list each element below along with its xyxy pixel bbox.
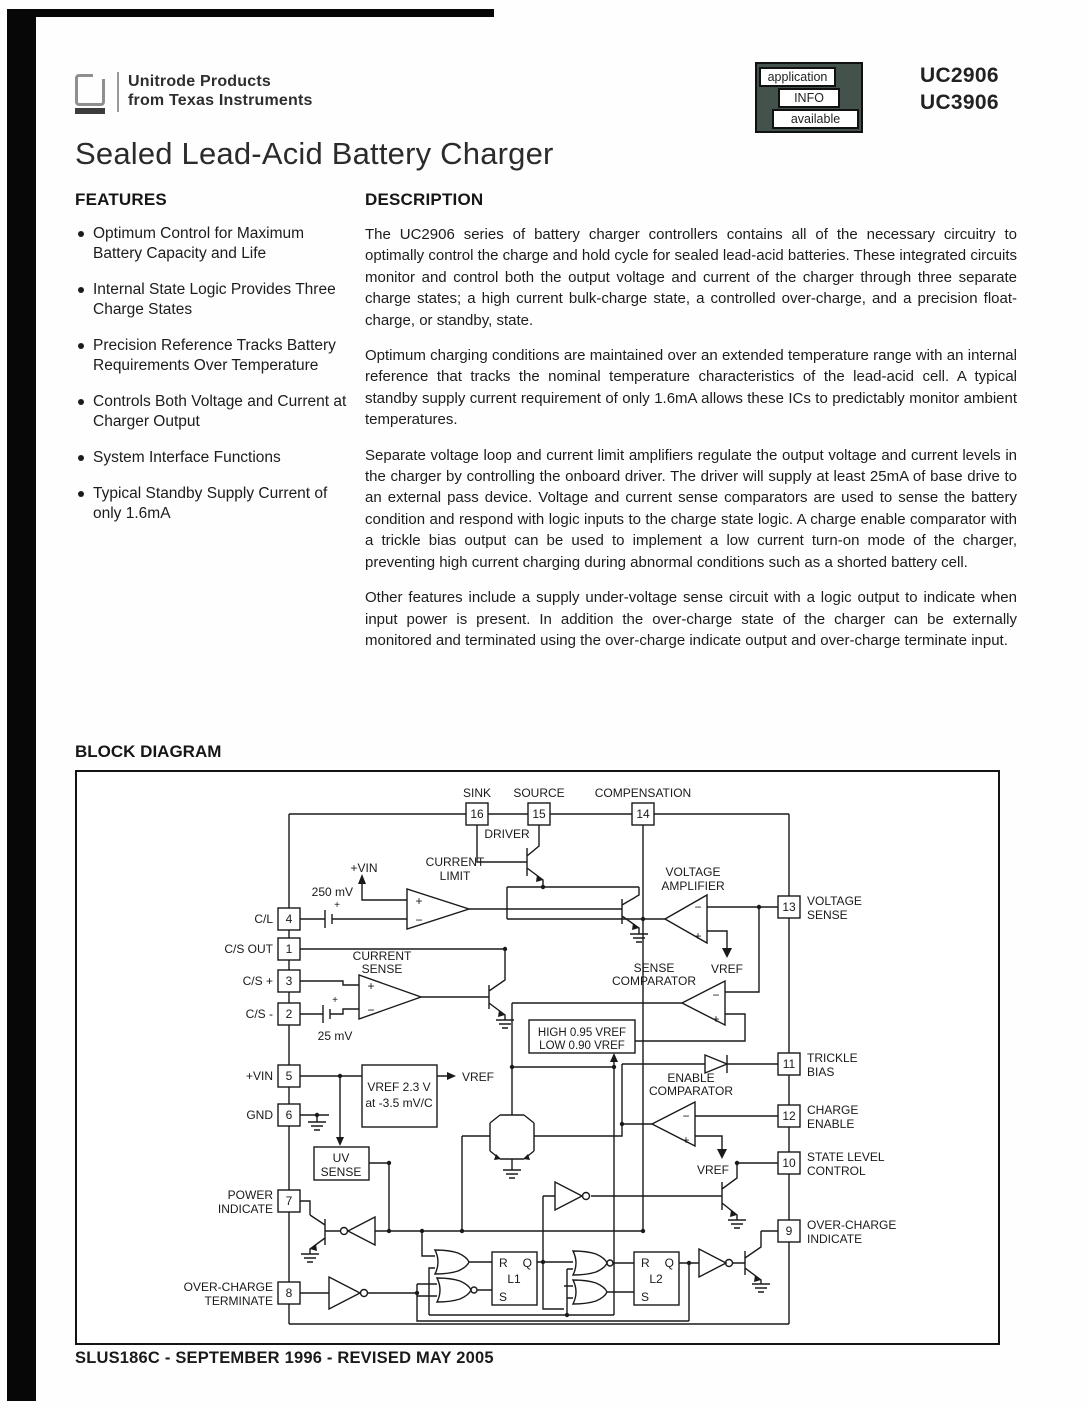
pin-gnd-number: 6 — [285, 1108, 293, 1122]
unitrode-logo-icon — [75, 72, 107, 114]
pin-vin-label: +VIN — [245, 1069, 273, 1083]
current-limit-plus: + — [415, 894, 423, 908]
stamp-available-label: available — [772, 109, 859, 129]
current-sense-label1: CURRENT — [352, 949, 412, 963]
pin-cs-plus-number: 3 — [285, 974, 293, 988]
threshold-high-label: HIGH 0.95 VREF — [537, 1027, 627, 1039]
feature-item: Controls Both Voltage and Current at Charger Output — [75, 392, 353, 432]
feature-item: Optimum Control for Maximum Battery Capacity and Life — [75, 224, 353, 264]
enable-comp-minus: − — [682, 1109, 690, 1123]
features-heading: FEATURES — [75, 190, 167, 209]
voltage-amp-minus: − — [694, 900, 702, 914]
logo-divider — [117, 72, 119, 112]
feature-item: System Interface Functions — [75, 448, 353, 468]
pin-compensation-number: 14 — [636, 807, 650, 821]
pin-oc-indicate-label2: INDICATE — [807, 1232, 863, 1246]
pin-compensation-label: COMPENSATION — [594, 786, 692, 800]
description-section — [365, 190, 1017, 665]
l1-s-label: S — [499, 1290, 508, 1304]
pin-voltage-sense-number: 13 — [782, 900, 796, 914]
vin-arrow-label: +VIN — [350, 861, 378, 875]
pin-charge-enable-label2: ENABLE — [807, 1117, 855, 1131]
pin-vin-number: 5 — [285, 1069, 293, 1083]
description-paragraph: Separate voltage loop and current limit amplifiers regulate the output voltage and current levels in the charger by controlling the onboard driver. The driver will supply at least 25mA of base drive to an external pass device. Voltage and current sense comparators are used to sense the battery condition and respond with logic inputs to the charge state logic. A charge enable comparator with a trickle bias output can be used to implement a low current turn-on mode of the charger, preventing high current charging during abnormal conditions such as a shorted battery cell. — [365, 446, 1017, 571]
uv-sense-label2: SENSE — [320, 1165, 362, 1179]
pin-cs-out-label: C/S OUT — [224, 942, 273, 956]
sense-comp-plus: + — [712, 1012, 720, 1026]
description-paragraph: The UC2906 series of battery charger controllers contains all of the necessary circuitry to optimally control the charge and hold cycle for sealed lead-acid batteries. These integrated circuits monitor and control both the output voltage and current of the charger through three separate charge states; a high current bulk-charge state, a controlled over-charge, and a precision float-charge, or standby, state. — [365, 226, 1017, 329]
l1-q-label: Q — [522, 1256, 532, 1270]
application-info-stamp — [755, 62, 863, 133]
vref-box-label1: VREF 2.3 V — [367, 1080, 431, 1094]
pin-source-number: 15 — [532, 807, 546, 821]
stamp-info-label: INFO — [778, 88, 840, 108]
pin-power-indicate-label2: INDICATE — [217, 1202, 273, 1216]
enable-comp-plus: + — [682, 1133, 690, 1147]
battery-250-plus: + — [334, 900, 340, 911]
description-paragraph: Other features include a supply under-voltage sense circuit with a logic output to indicate when input power is present. In addition the over-charge state of the charger can be externally monitored and terminated using the over-charge indicate output and over-charge terminate input. — [365, 589, 1017, 649]
pin-charge-enable-label1: CHARGE — [807, 1103, 859, 1117]
page-title: Sealed Lead-Acid Battery Charger — [75, 136, 554, 171]
l2-s-label: S — [641, 1290, 650, 1304]
current-limit-label2: LIMIT — [439, 869, 471, 883]
pin-cs-minus-number: 2 — [285, 1007, 293, 1021]
vref-ref2-label: VREF — [696, 1163, 730, 1177]
voltage-amp-plus: + — [694, 929, 702, 943]
l1-label: L1 — [507, 1272, 521, 1286]
sense-comparator-label2: COMPARATOR — [611, 974, 697, 988]
pin-sink-label: SINK — [462, 786, 492, 800]
pin-charge-enable-number: 12 — [782, 1109, 796, 1123]
vref-box-label2: at -3.5 mV/C — [365, 1096, 433, 1110]
current-sense-plus: + — [367, 979, 375, 993]
stamp-application-label: application — [759, 67, 836, 87]
pin-cs-minus-label: C/S - — [245, 1007, 273, 1021]
pin-trickle-bias-label2: BIAS — [807, 1065, 835, 1079]
brand-line-2: from Texas Instruments — [128, 92, 313, 109]
pin-gnd-label: GND — [246, 1108, 273, 1122]
offset-25mv-label: 25 mV — [317, 1029, 353, 1043]
battery-25-plus: + — [332, 995, 338, 1006]
pin-cs-plus-label: C/S + — [242, 974, 273, 988]
brand-line-1: Unitrode Products — [128, 73, 271, 90]
brand-text — [128, 72, 313, 110]
part-number-uc2906: UC2906 — [920, 64, 999, 87]
pin-trickle-bias-number: 11 — [782, 1057, 796, 1071]
pin-voltage-sense-label2: SENSE — [807, 908, 848, 922]
feature-item: Typical Standby Supply Current of only 1.6mA — [75, 484, 353, 524]
unitrode-logo — [75, 72, 313, 114]
pin-sink-number: 16 — [470, 807, 484, 821]
pin-cl-number: 4 — [285, 912, 293, 926]
pin-voltage-sense-label1: VOLTAGE — [807, 894, 862, 908]
uv-sense-label1: UV — [332, 1151, 350, 1165]
l1-r-label: R — [499, 1256, 508, 1270]
pin-state-level-number: 10 — [782, 1156, 796, 1170]
voltage-amplifier-label2: AMPLIFIER — [661, 879, 725, 893]
scan-border-left — [7, 9, 36, 1401]
pin-state-level-label2: CONTROL — [807, 1164, 866, 1178]
pin-cl-label: C/L — [254, 912, 273, 926]
block-diagram-heading: BLOCK DIAGRAM — [75, 742, 222, 761]
pin-power-indicate-label1: POWER — [227, 1188, 273, 1202]
l2-label: L2 — [649, 1272, 663, 1286]
pin-cs-out-number: 1 — [285, 942, 293, 956]
sense-comparator-label1: SENSE — [633, 961, 675, 975]
pin-oc-indicate-label1: OVER-CHARGE — [807, 1218, 897, 1232]
pin-oc-indicate-number: 9 — [785, 1224, 793, 1238]
pin-state-level-label1: STATE LEVEL — [807, 1150, 885, 1164]
offset-250mv-label: 250 mV — [311, 885, 353, 899]
voltage-amplifier-label1: VOLTAGE — [665, 865, 721, 879]
current-sense-minus: − — [367, 1003, 375, 1017]
block-diagram — [75, 770, 1000, 1345]
current-limit-minus: − — [415, 913, 423, 927]
pin-power-indicate-number: 7 — [285, 1194, 293, 1208]
part-numbers — [920, 62, 999, 116]
driver-label: DRIVER — [484, 827, 530, 841]
enable-comparator-label2: COMPARATOR — [648, 1084, 734, 1098]
pin-source-label: SOURCE — [513, 786, 565, 800]
features-section — [75, 190, 353, 540]
feature-item: Precision Reference Tracks Battery Requirements Over Temperature — [75, 336, 353, 376]
vref-ref1-label: VREF — [710, 962, 744, 976]
pin-oc-terminate-number: 8 — [285, 1286, 293, 1300]
document-footer: SLUS186C - SEPTEMBER 1996 - REVISED MAY 2005 — [75, 1349, 494, 1367]
pin-oc-terminate-label1: OVER-CHARGE — [183, 1280, 273, 1294]
current-limit-label1: CURRENT — [425, 855, 485, 869]
description-paragraph: Optimum charging conditions are maintained over an extended temperature range with an internal reference that tracks the nominal temperature characteristics of the lead-acid cell. A typical standby supply current requirement of only 1.6mA allows these ICs to predictably monitor ambient temperatures. — [365, 347, 1017, 429]
sense-comp-minus: − — [712, 988, 720, 1002]
feature-item: Internal State Logic Provides Three Charge States — [75, 280, 353, 320]
part-number-uc3906: UC3906 — [920, 91, 999, 114]
current-sense-label2: SENSE — [361, 962, 403, 976]
l2-r-label: R — [641, 1256, 650, 1270]
block-diagram-svg — [77, 772, 998, 1343]
pin-oc-terminate-label2: TERMINATE — [204, 1294, 273, 1308]
scan-border-top — [7, 9, 494, 17]
pin-trickle-bias-label1: TRICKLE — [807, 1051, 858, 1065]
vref-out-label: VREF — [462, 1070, 495, 1084]
description-heading: DESCRIPTION — [365, 190, 484, 209]
enable-comparator-label1: ENABLE — [667, 1071, 715, 1085]
threshold-low-label: LOW 0.90 VREF — [539, 1040, 625, 1052]
l2-q-label: Q — [664, 1256, 674, 1270]
